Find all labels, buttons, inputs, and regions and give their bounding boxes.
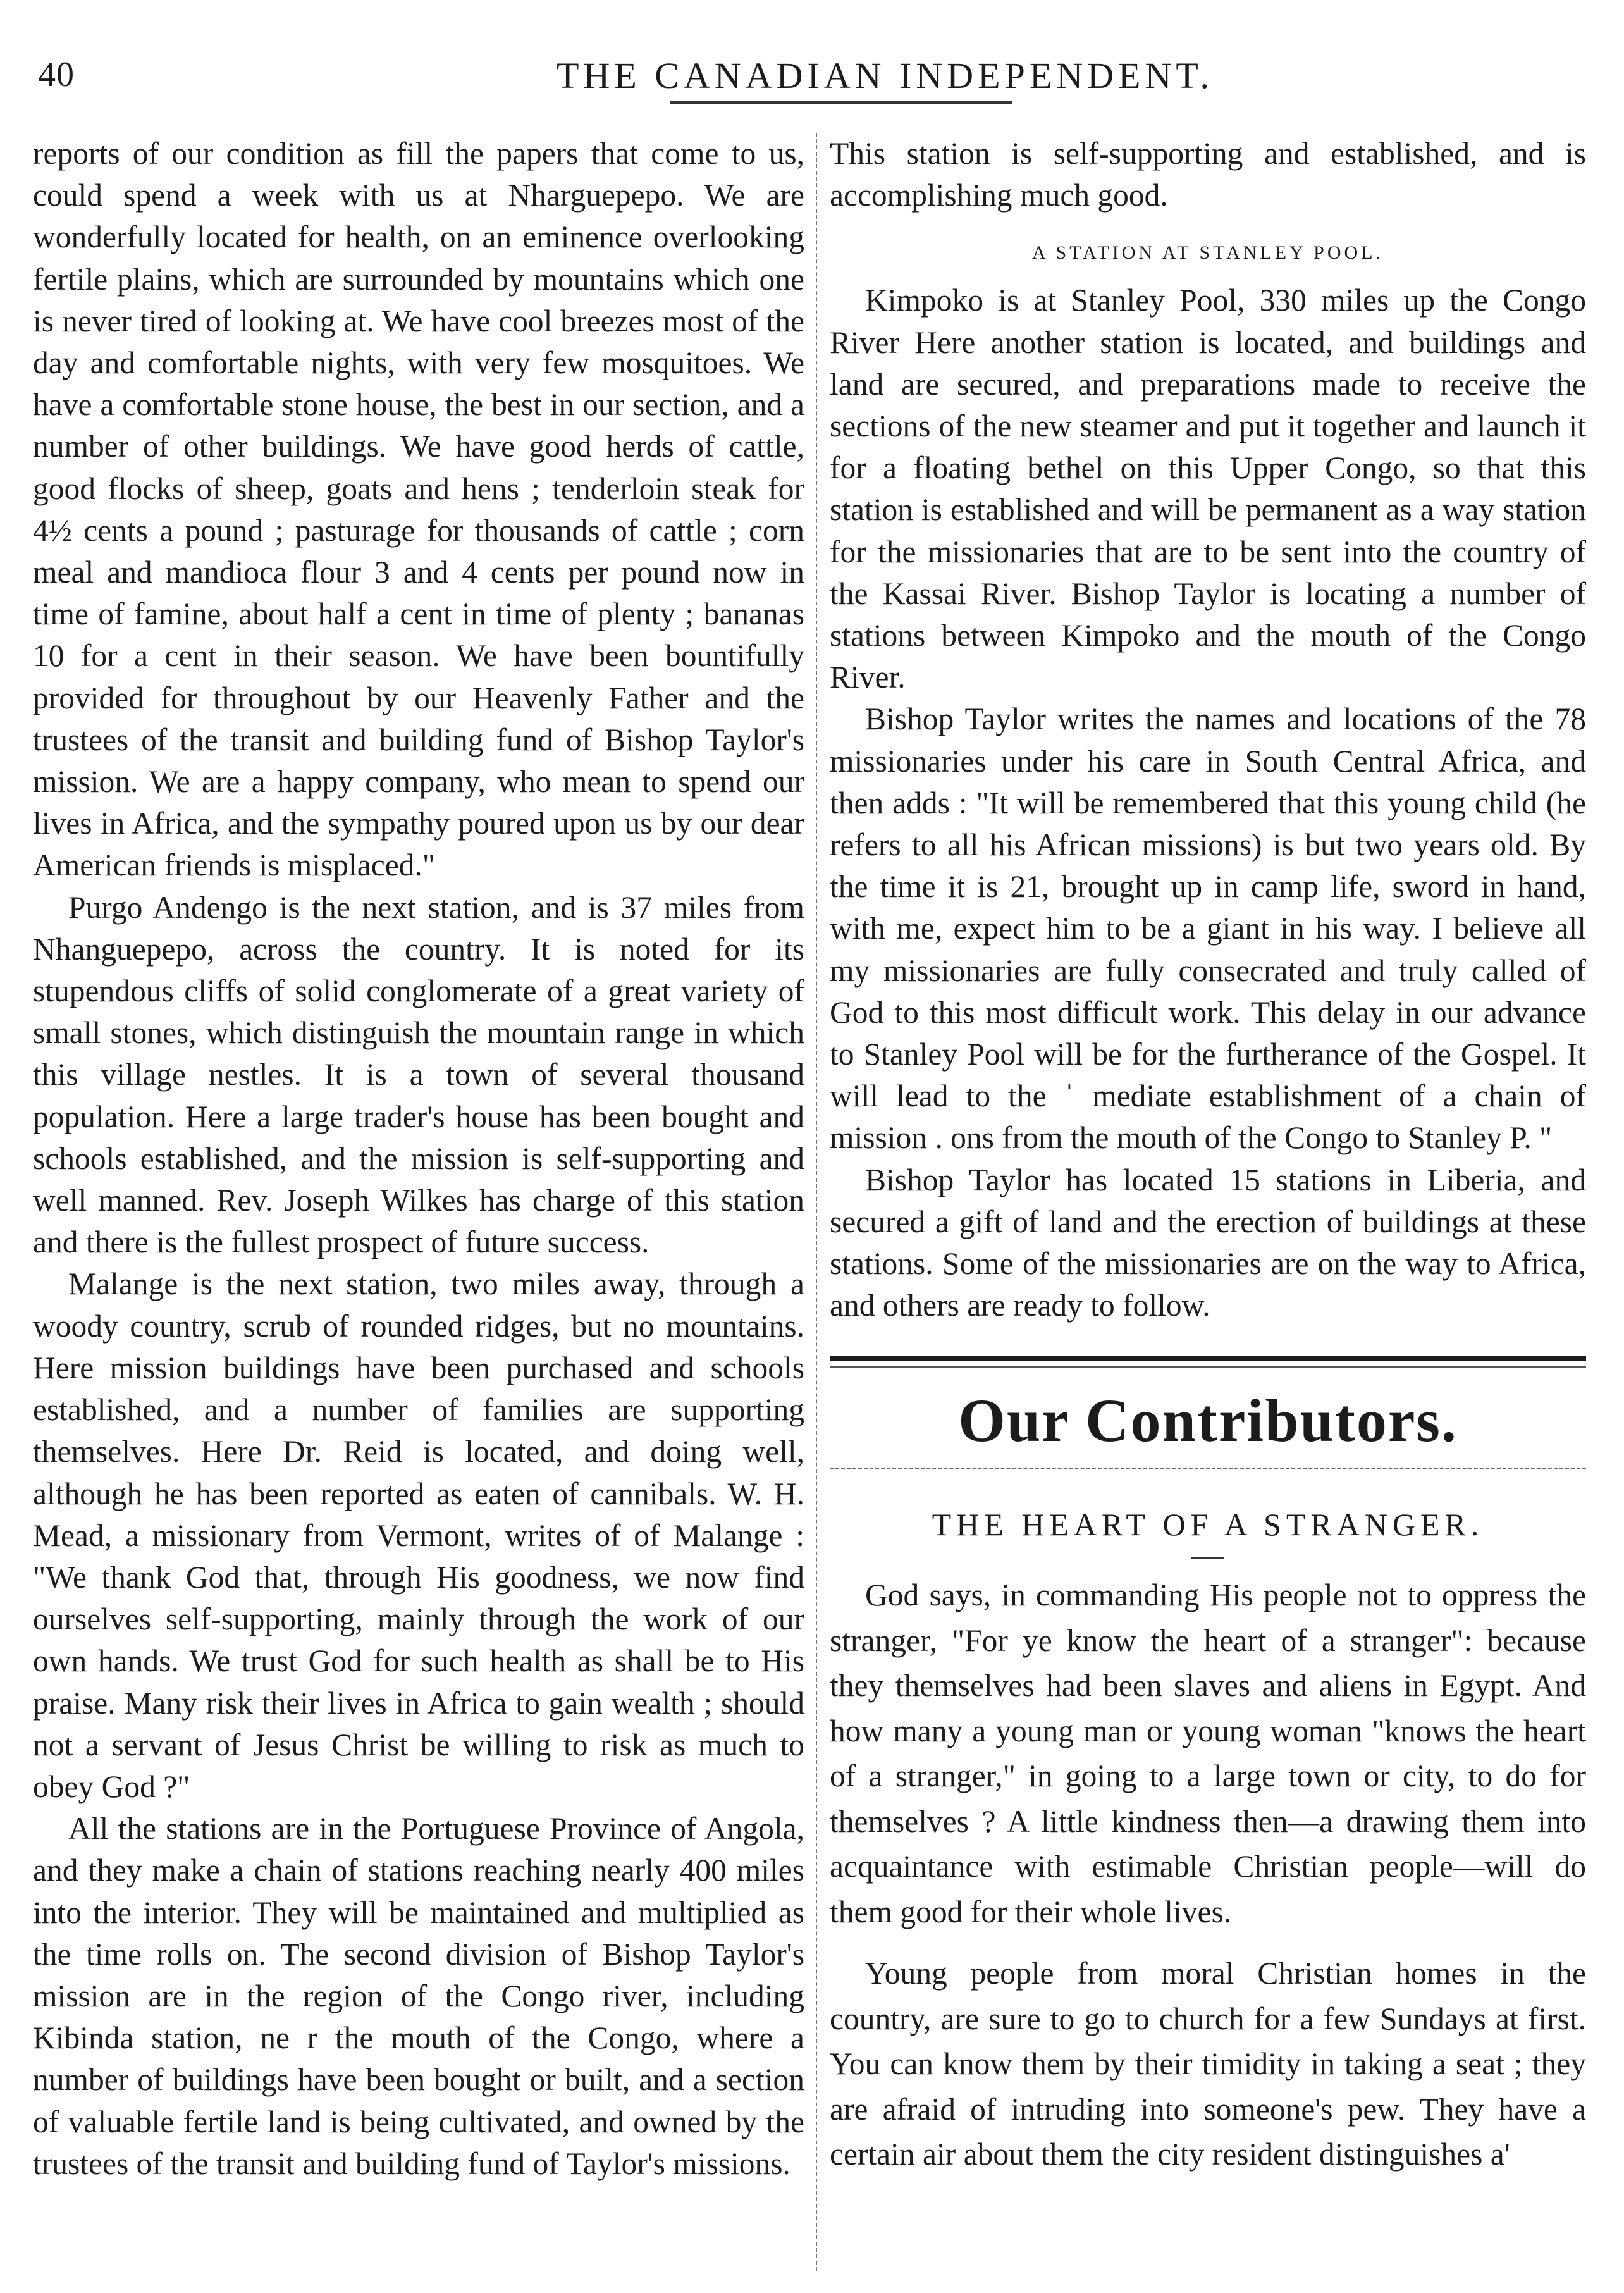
header-rule [670, 101, 1012, 104]
section-rule [830, 1366, 1586, 1368]
article-paragraph: All the stations are in the Portuguese Province of Angola, and they make a chain of stations reaching nearly 400 miles into the interior. They will be maintained and multiplied as the time rolls on. The second division of Bishop Taylor's mission are in the region of the Congo river, including Kibinda station, ne r the mouth of the Congo, where a number of buildings have been bought or built, and a section of valuable fertile land is being cultivated, and owned by the trustees of the transit and building fund of Taylor's missions. [33, 1811, 804, 2181]
page-header [38, 28, 1581, 104]
station-subheading: A STATION AT STANLEY POOL. [1031, 242, 1384, 264]
section-heading: Our Contributors. [958, 1387, 1458, 1455]
section-rule [830, 1468, 1586, 1469]
article-paragraph: Kimpoko is at Stanley Pool, 330 miles up the Congo River Here another station is located, and buildings and land are secured, and preparations made to receive the sections of the new steamer and put it together and launch it for a floating bethel on this Upper Congo, so that this station is established and will be permanent as a way station for the missionaries that are to be sent into the country of the Kassai River. Bishop Taylor is locating a number of stations between Kimpoko and the mouth of the Congo River. [830, 283, 1586, 695]
article-paragraph: God says, in commanding His people not to oppress the stranger, "For ye know the heart of a stranger": because they themselves had been slaves and aliens in Egypt. And how many a young man or young woman "knows the heart of a stranger," in going to a large town or city, to do for themselves ? A little kindness then—a drawing them into acquaintance with estimable Christian people—will do them good for their whole lives. [830, 1578, 1586, 1929]
article-paragraph: Bishop Taylor has located 15 stations in Liberia, and secured a gift of land and the erection of buildings at these stations. Some of the missionaries are on the way to Africa, and others are ready to follow. [830, 1162, 1586, 1323]
article-paragraph: reports of our condition as fill the papers that come to us, could spend a week with us at Nharguepepo. We are wonderfully located for health, on an eminence overlooking fertile plains, which are surrounded by mountains which one is never tired of looking at. We have cool breezes most of the day and comfortable nights, with very few mosquitoes. We have a comfortable stone house, the best in our section, and a number of other buildings. We have good herds of cattle, good flocks of sheep, goats and hens ; tenderloin steak for 4½ cents a pound ; pasturage for thousands of cattle ; corn meal and mandioca flour 3 and 4 cents per pound now in time of famine, about half a cent in time of plenty ; bananas 10 for a cent in their season. We have been bountifully provided for throughout by our Heavenly Father and the trustees of the transit and building fund of Bishop Taylor's mission. We are a happy company, who mean to spend our lives in Africa, and the sympathy poured upon us by our dear American friends is misplaced." [33, 136, 804, 883]
page-number: 40 [38, 55, 75, 94]
column-divider [816, 133, 817, 2271]
masthead-title: THE CANADIAN INDEPENDENT. [557, 55, 1214, 96]
title-dash [1191, 1557, 1224, 1559]
paragraph-space [830, 1934, 1586, 1951]
article-title: THE HEART OF A STRANGER. [932, 1507, 1484, 1543]
article-paragraph: Malange is the next station, two miles away, through a woody country, scrub of rounded ridges, but no mountains. Here mission buildings have been purchased and schools established, and a number of families are supporting themselves. Here Dr. Reid is located, and doing well, although he has been reported as eaten of cannibals. W. H. Mead, a missionary from Vermont, writes of of Malange : "We thank God that, through His goodness, we now find ourselves self-supporting, mainly through the work of our own hands. We trust God for such health as shall be to His praise. Many risk their lives in Africa to gain wealth ; should not a servant of Jesus Christ be willing to risk as much to obey God ?" [33, 1266, 804, 1804]
article-paragraph: Purgo Andengo is the next station, and is 37 miles from Nhanguepepo, across the country. It is noted for its stupendous cliffs of solid conglomerate of a great variety of small stones, which distinguish the mountain range in which this village nestles. It is a town of several thousand population. Here a large trader's house has been bought and schools established, and the mission is self-supporting and well manned. Rev. Joseph Wilkes has charge of this station and there is the fullest prospect of future success. [33, 889, 804, 1260]
right-column [830, 133, 1586, 2177]
section-rule [830, 1356, 1586, 1361]
left-column [33, 133, 804, 2185]
article-paragraph: Young people from moral Christian homes in the country, are sure to go to church for a few Sundays at first. You can know them by their timidity in taking a seat ; they are afraid of intruding into someone's pew. They have a certain air about them the city resident distinguishes a' [830, 1956, 1586, 2172]
article-paragraph: Bishop Taylor writes the names and locations of the 78 missionaries under his care in South Central Africa, and then adds : "It will be remembered that this young child (he refers to all his African missions) is but two years old. By the time it is 21, brought up in camp life, sword in hand, with me, expect him to be a giant in his way. I believe all my missionaries are fully consecrated and truly called of God to this most difficult work. This delay in our advance to Stanley Pool will be for the furtherance of the Gospel. It will lead to the ˈ mediate establishment of a chain of mission . ons from the mouth of the Congo to Stanley P. " [830, 701, 1586, 1156]
article-paragraph: This station is self-supporting and established, and is accomplishing much good. [830, 136, 1586, 213]
